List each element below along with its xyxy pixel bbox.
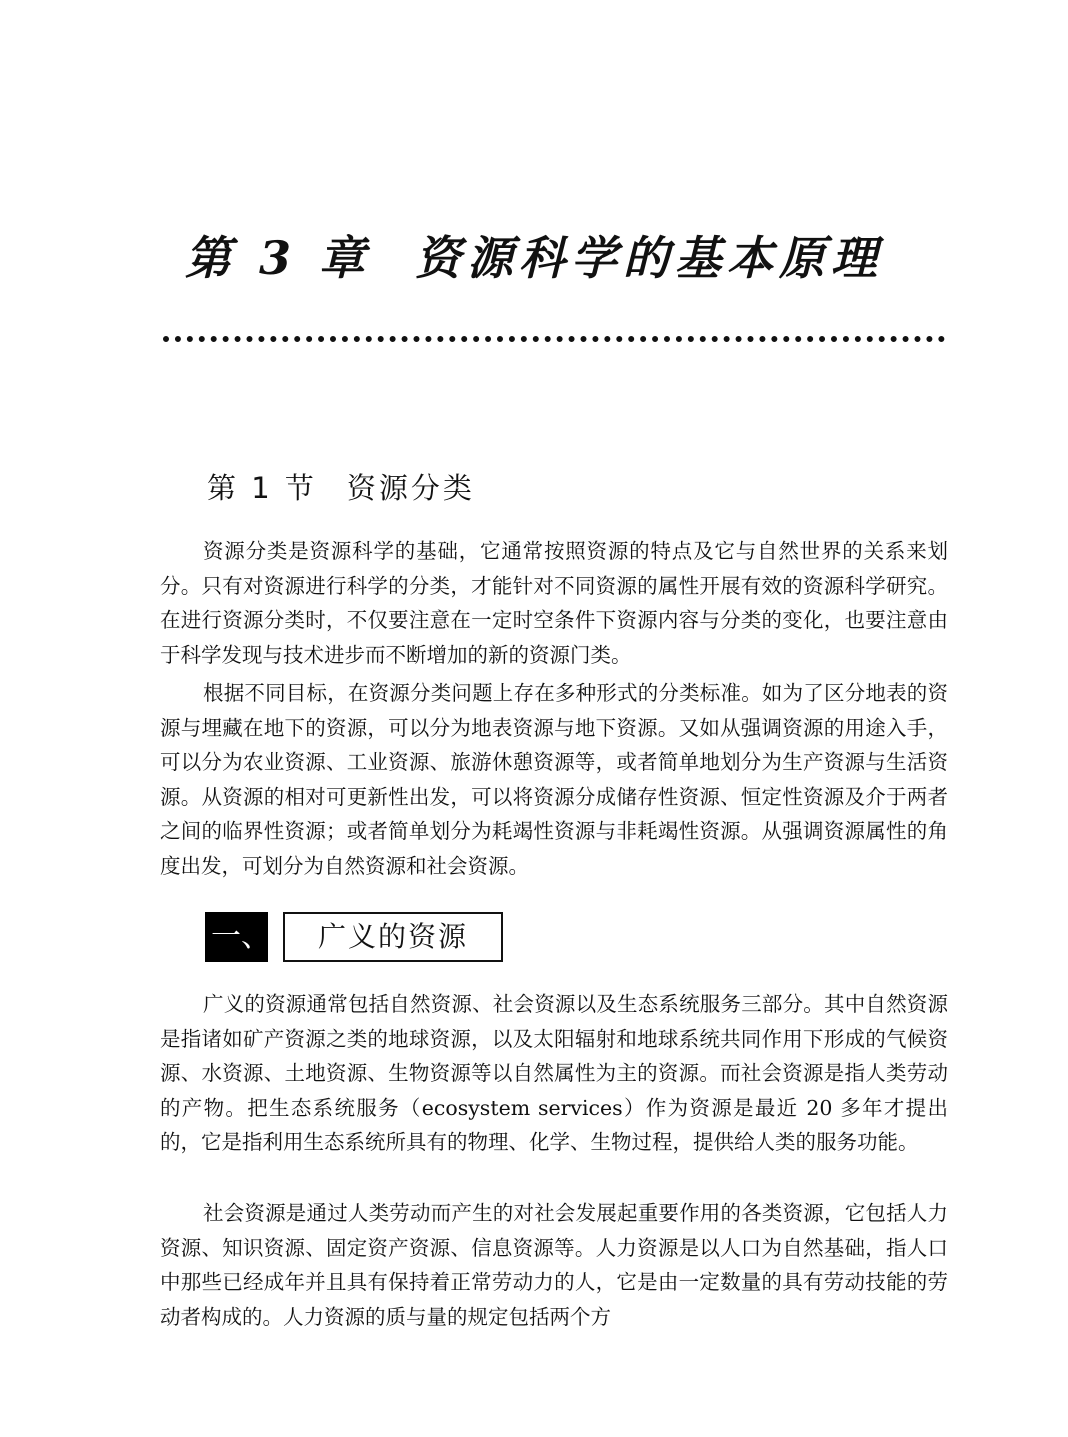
section-title: 资源分类: [346, 471, 475, 505]
subsection-title: 广义的资源: [283, 912, 503, 962]
dotted-divider: [163, 336, 945, 342]
paragraph: 根据不同目标，在资源分类问题上存在多种形式的分类标准。如为了区分地表的资源与埋藏在地下的资源，可以分为地表资源与地下资源。又如从强调资源的用途入手，可以分为农业资源、工业资源、旅游休憩资源等，或者简单地划分为生产资源与生活资源。从资源的相对可更新性出发，可以将资源分成储存性资源、恒定性资源及介于两者之间的临界性资源；或者简单划分为耗竭性资源与非耗竭性资源。从强调资源属性的角度出发，可划分为自然资源和社会资源。: [160, 681, 948, 878]
chapter-title: 资源科学的基本原理: [415, 231, 884, 285]
paragraph: 资源分类是资源科学的基础，它通常按照资源的特点及它与自然世界的关系来划分。只有对资源进行科学的分类，才能针对不同资源的属性开展有效的资源科学研究。在进行资源分类时，不仅要注意在一定时空条件下资源内容与分类的变化，也要注意由于科学发现与技术进步而不断增加的新的资源门类。: [160, 539, 948, 667]
section-number: 第 1 节: [207, 471, 317, 505]
chapter-number: 第 3 章: [184, 231, 372, 285]
paragraph: 广义的资源通常包括自然资源、社会资源以及生态系统服务三部分。其中自然资源是指诸如矿产资源之类的地球资源，以及太阳辐射和地球系统共同作用下形成的气候资源、水资源、土地资源、生物资源等以自然属性为主的资源。而社会资源是指人类劳动的产物。把生态系统服务（ecosystem services）作为资源是最近 20 多年才提出的，它是指利用生态系统所具有的物理、化学、生物过程，提供给人类的服务功能。: [160, 992, 948, 1154]
section-heading: [207, 466, 475, 507]
subsection-number-badge: 一、: [205, 912, 268, 962]
paragraph: 社会资源是通过人类劳动而产生的对社会发展起重要作用的各类资源，它包括人力资源、知识资源、固定资产资源、信息资源等。人力资源是以人口为自然基础，指人口中那些已经成年并且具有保持着正常劳动力的人，它是由一定数量的具有劳动技能的劳动者构成的。人力资源的质与量的规定包括两个方: [160, 1201, 948, 1329]
chapter-heading: [0, 222, 1068, 288]
